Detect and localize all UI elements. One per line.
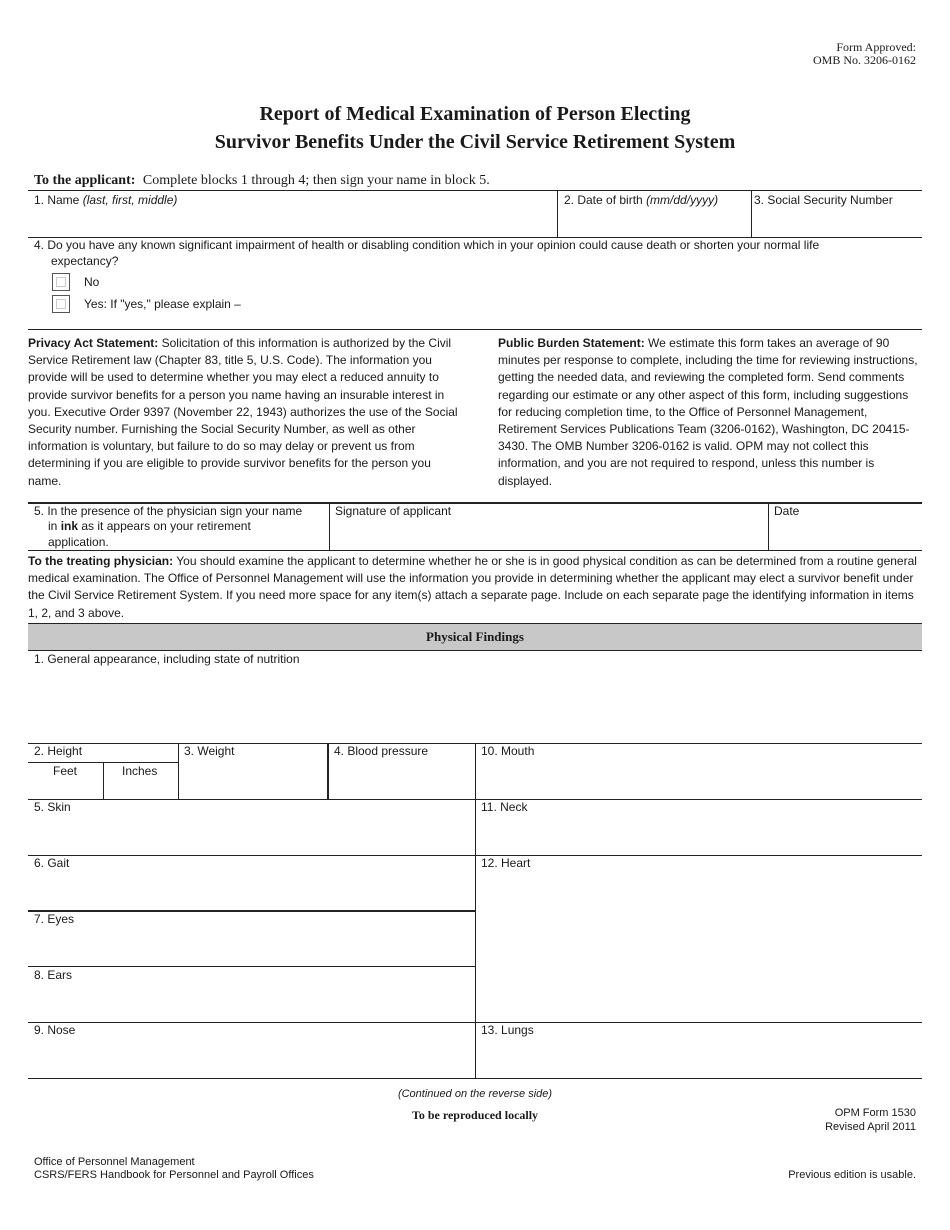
signature-label: Signature of applicant <box>335 504 452 518</box>
q4-no-label: No <box>84 275 100 289</box>
skin-field[interactable] <box>30 816 473 854</box>
q5-line2-ink: ink <box>60 519 79 533</box>
q4-explain-field[interactable] <box>250 292 920 322</box>
public-burden-statement <box>498 335 918 490</box>
privacy-heading: Privacy Act Statement: <box>28 336 159 350</box>
burden-heading: Public Burden Statement: <box>498 336 645 350</box>
q4-question-line2: expectancy? <box>51 254 119 268</box>
general-appearance-label: 1. General appearance, including state of nutrition <box>34 652 300 666</box>
feet-label: Feet <box>53 764 78 778</box>
physician-instructions <box>28 553 922 622</box>
ears-field[interactable] <box>30 984 473 1021</box>
rule-row-eyes <box>28 910 475 912</box>
rule-row-nose <box>28 1022 922 1023</box>
privacy-text: Solicitation of this information is authorized by the Civil Service Retirement law (Chapter 83, title 5, U.S. Code). The information you provide will be used to determine whether you may elect a reduced annuity to provide survivor benefits for a person you name having an insurable interest in you. Executive Order 9397 (November 22, 1943) authorizes the use of the Social Security number. Furnishing the Social Security Number, as well as other information is voluntary, but failure to do so may delay or prevent us from determining if you are eligible to provide survivor benefits for the person you name. <box>28 336 458 488</box>
gait-label: 6. Gait <box>34 856 70 870</box>
burden-text: We estimate this form takes an average of 90 minutes per response to complete, including the time for reviewing instructions, getting the needed data, and reviewing the completed form. Send comments regarding our estimate or any other aspect of this form, including suggestions for reducing completion time, to the Office of Personnel Management, Retirement Services Publications Team (3206-0162), Washington, DC 20415-3430. The OMB Number 3206-0162 is valid. OPM may not collect this information, and you are not required to respond, unless this number is displayed. <box>498 336 918 488</box>
physical-findings-band <box>28 623 922 651</box>
rule-name-dob <box>557 190 558 237</box>
rule-row-gait <box>28 855 922 856</box>
q5-line2-post: as it appears on your retirement <box>81 519 251 533</box>
q4-yes-checkbox[interactable] <box>52 295 70 313</box>
physician-text: You should examine the applicant to determine whether he or she is in good physical condition as can be determined from a routine general medical examination. The Office of Personnel Management will use the information you provide in determining whether the applicant may elect a survivor benefit under the Civil Service Retirement System. If you need more space for any item(s) attach a separate page. Include on each separate page the identifying information in items 1, 2, and 3 above. <box>28 554 917 620</box>
q4-yes-label: Yes: If "yes," please explain – <box>84 297 241 311</box>
neck-label: 11. Neck <box>481 800 528 814</box>
lungs-field[interactable] <box>478 1040 920 1077</box>
dob-hint: (mm/dd/yyyy) <box>646 193 719 207</box>
q5-line3: application. <box>48 535 109 549</box>
reproduce-note: To be reproduced locally <box>411 1108 539 1122</box>
applicant-intro-text: Complete blocks 1 through 4; then sign your name in block 5. <box>142 173 490 188</box>
eyes-label: 7. Eyes <box>34 912 75 926</box>
rule-top-name <box>28 190 922 191</box>
form-number: OPM Form 1530 <box>834 1107 916 1119</box>
skin-label: 5. Skin <box>34 800 71 814</box>
form-title-line2: Survivor Benefits Under the Civil Service Retirement System <box>214 131 736 153</box>
q4-no-checkbox[interactable] <box>52 273 70 291</box>
previous-edition-note: Previous edition is usable. <box>788 1169 916 1181</box>
mouth-field[interactable] <box>478 760 920 798</box>
height-label: 2. Height <box>34 744 83 758</box>
q5-line2-pre: in <box>48 519 58 533</box>
applicant-intro <box>34 173 490 189</box>
rule-bottom-signature <box>28 550 922 551</box>
dob-label <box>564 193 718 208</box>
signature-field[interactable] <box>332 520 766 548</box>
height-inches-field[interactable] <box>105 778 176 798</box>
general-appearance-field[interactable] <box>30 670 920 740</box>
handbook-name: CSRS/FERS Handbook for Personnel and Payroll Offices <box>34 1169 314 1181</box>
ears-label: 8. Ears <box>34 968 73 982</box>
heart-label: 12. Heart <box>481 856 531 870</box>
rule-feet-inches <box>103 762 104 799</box>
date-label: Date <box>774 504 800 518</box>
rule-dob-ssn <box>751 190 752 237</box>
rule-after-q4 <box>28 329 922 330</box>
q5-line1: 5. In the presence of the physician sign your name <box>34 504 303 518</box>
q4-question-line1: 4. Do you have any known significant impairment of health or disabling condition which in your opinion could cause death or shorten your normal life <box>34 238 820 252</box>
rule-sig-date <box>768 503 769 550</box>
form-approved: Form Approved: <box>836 40 916 54</box>
name-hint: (last, first, middle) <box>82 193 178 207</box>
rule-row-ears <box>28 966 475 967</box>
weight-field[interactable] <box>180 760 325 798</box>
name-field[interactable] <box>30 210 555 235</box>
gait-field[interactable] <box>30 872 473 909</box>
eyes-field[interactable] <box>30 928 473 965</box>
date-field[interactable] <box>771 520 920 548</box>
nose-field[interactable] <box>30 1040 473 1077</box>
rule-height-weight <box>178 743 179 799</box>
physical-findings-title: Physical Findings <box>426 629 524 644</box>
omb-number: OMB No. 3206-0162 <box>812 53 916 67</box>
privacy-act-statement <box>28 335 460 490</box>
ssn-label: 3. Social Security Number <box>754 193 893 207</box>
weight-label: 3. Weight <box>184 744 235 758</box>
revision-date: Revised April 2011 <box>825 1121 916 1133</box>
dob-label-text: 2. Date of birth <box>564 193 643 207</box>
name-label <box>34 193 177 208</box>
height-feet-field[interactable] <box>30 778 101 798</box>
rule-q5-sig <box>329 503 330 550</box>
ssn-field[interactable] <box>754 210 920 235</box>
form-title-line1: Report of Medical Examination of Person Electing <box>259 103 691 125</box>
dob-field[interactable] <box>560 210 749 235</box>
lungs-label: 13. Lungs <box>481 1023 534 1037</box>
name-label-text: 1. Name <box>34 193 80 207</box>
neck-field[interactable] <box>478 816 920 854</box>
rule-weight-bp <box>327 743 329 799</box>
rule-findings-bottom <box>28 1078 922 1079</box>
nose-label: 9. Nose <box>34 1023 76 1037</box>
continued-note: (Continued on the reverse side) <box>397 1088 553 1100</box>
blood-pressure-label: 4. Blood pressure <box>334 744 429 758</box>
agency-name: Office of Personnel Management <box>34 1156 195 1168</box>
q5-line2 <box>48 519 251 534</box>
heart-field[interactable] <box>478 872 920 1020</box>
rule-row-skin <box>28 799 922 800</box>
rule-center-column <box>475 743 476 1078</box>
applicant-intro-label: To the applicant: <box>34 173 136 188</box>
inches-label: Inches <box>122 764 158 778</box>
blood-pressure-field[interactable] <box>330 760 473 798</box>
mouth-label: 10. Mouth <box>481 744 535 758</box>
physician-heading: To the treating physician: <box>28 554 174 568</box>
